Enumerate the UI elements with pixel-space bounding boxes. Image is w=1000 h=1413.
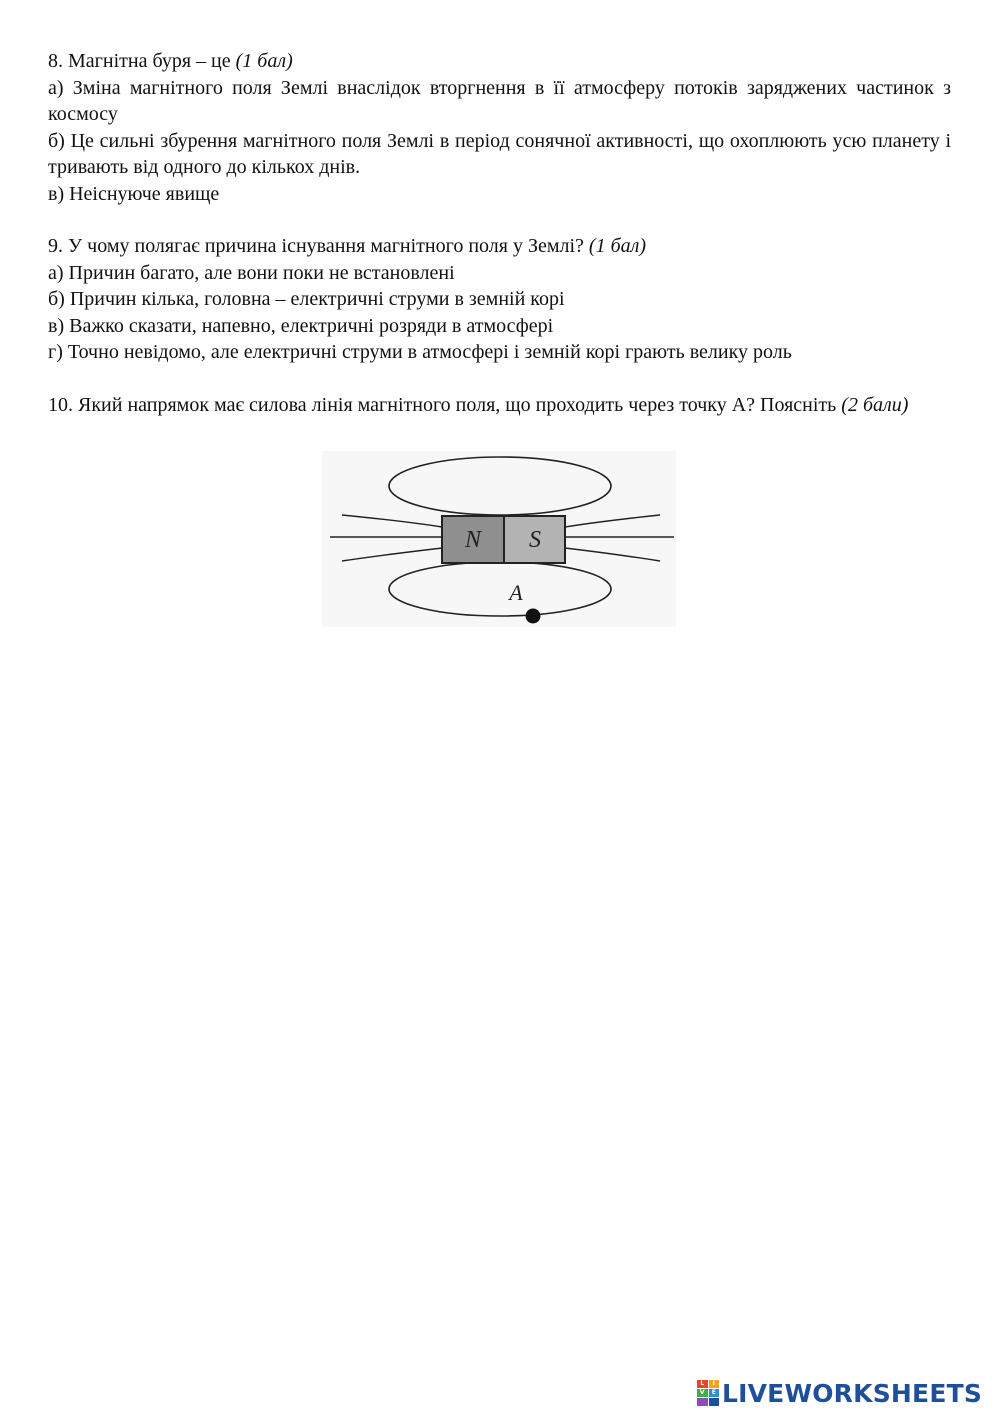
field-line-left-upper <box>342 515 442 527</box>
question-8-stem <box>48 48 951 75</box>
logo-tile: I <box>709 1380 720 1388</box>
question-10-text: 10. Який напрямок має силова лінія магнітного поля, що проходить через точку А? Поясніть <box>48 393 842 416</box>
question-9-text: 9. У чому полягає причина існування магнітного поля у Землі? <box>48 235 589 257</box>
question-9-points: (1 бал) <box>588 235 647 257</box>
field-line-right-upper <box>565 515 660 527</box>
liveworksheets-logo[interactable] <box>697 1376 997 1410</box>
liveworksheets-mark-icon <box>697 1380 719 1406</box>
question-9-option-b[interactable]: б) Причин кілька, головна – електричні струми в земній корі <box>48 288 565 310</box>
question-8 <box>48 48 951 207</box>
question-10-points: (2 бали) <box>841 393 909 416</box>
question-9 <box>48 233 951 366</box>
logo-tile: V <box>697 1389 708 1397</box>
point-a-label: A <box>509 580 523 605</box>
upper-field-loop <box>389 457 611 515</box>
field-line-right-lower <box>565 548 660 561</box>
question-8-points: (1 бал) <box>235 50 293 72</box>
logo-tile <box>697 1398 708 1406</box>
lower-field-loop <box>389 562 611 616</box>
logo-tile: E <box>709 1389 720 1397</box>
question-10 <box>48 392 951 419</box>
question-9-option-a[interactable]: а) Причин багато, але вони поки не встановлені <box>48 261 455 284</box>
field-line-left-lower <box>342 548 442 561</box>
question-8-option-b[interactable]: б) Це сильні збурення магнітного поля Землі в період сонячної активності, що охоплюють усю планету і тривають від одного до кількох днів. <box>48 129 951 178</box>
logo-tile <box>709 1398 720 1406</box>
question-9-option-c[interactable]: в) Важко сказати, напевно, електричні розряди в атмосфері <box>48 314 554 337</box>
question-8-text: 8. Магнітна буря – це <box>48 50 236 72</box>
question-9-option-d[interactable]: г) Точно невідомо, але електричні струми в атмосфері і земній корі грають велику роль <box>48 341 792 363</box>
worksheet-page <box>48 48 951 418</box>
question-8-option-c[interactable]: в) Неіснуюче явище <box>48 182 220 205</box>
north-pole-label: N <box>464 527 482 553</box>
south-pole-label: S <box>529 527 541 553</box>
liveworksheets-wordmark: LIVEWORKSHEETS <box>722 1378 983 1408</box>
magnet-field-diagram <box>322 451 676 627</box>
question-8-option-a[interactable]: а) Зміна магнітного поля Землі внаслідок вторгнення в її атмосферу потоків заряджених частинок з космосу <box>48 76 951 125</box>
spacer <box>48 366 951 392</box>
spacer <box>48 207 951 233</box>
point-a-marker <box>526 609 541 624</box>
magnet-field-figure <box>322 451 676 627</box>
question-9-stem <box>48 233 951 260</box>
logo-tile: L <box>697 1380 708 1388</box>
question-10-stem <box>48 392 951 419</box>
